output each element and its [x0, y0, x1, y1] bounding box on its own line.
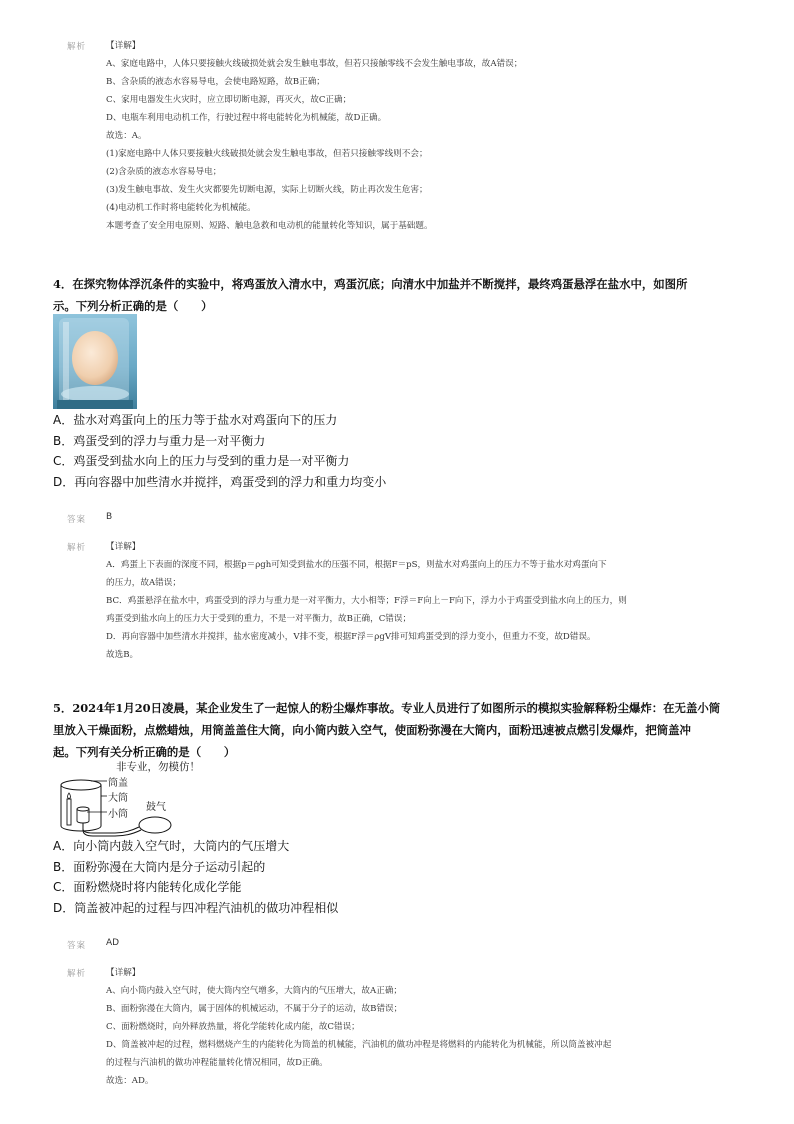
q5-analysis	[106, 964, 611, 1090]
label-blow-air: 鼓气	[146, 802, 166, 813]
diagram-warning: 非专业，勿模仿！	[116, 761, 200, 773]
analysis-line: C、面粉燃烧时，向外释放热量，将化学能转化成内能，故C错误；	[106, 1022, 360, 1032]
analysis-line: B、面粉弥漫在大筒内，属于固体的机械运动，不属于分子的运动，故B错误；	[106, 1004, 403, 1014]
label-big-cylinder: 大筒	[108, 793, 128, 804]
option-c[interactable]: C．面粉燃烧时将内能转化成化学能	[53, 880, 242, 894]
analysis-line: (4)电动机工作时将电能转化为机械能。	[106, 203, 256, 213]
analysis-line: B、含杂质的液态水容易导电，会使电路短路，故B正确；	[106, 77, 325, 87]
option-b[interactable]: B．鸡蛋受到的浮力与重力是一对平衡力	[53, 433, 266, 448]
question-stem-line: 5．2024年1月20日凌晨，某企业发生了一起惊人的粉尘爆炸事故。专业人员进行了如图所示的模拟实验解释粉尘爆炸：在无盖小筒	[53, 701, 721, 715]
analysis-line: 【详解】	[106, 968, 141, 978]
question-stem-line: 里放入干燥面粉，点燃蜡烛，用筒盖盖住大筒，向小筒内鼓入空气，使面粉弥漫在大筒内，面粉迅速被点燃引发爆炸，把筒盖冲	[53, 723, 691, 737]
label-small-cylinder: 小筒	[108, 809, 128, 820]
analysis-line: 【详解】	[106, 41, 141, 51]
q5-options	[53, 836, 338, 918]
analysis-line: 故选：AD。	[106, 1076, 154, 1086]
analysis-line: A．鸡蛋上下表面的深度不同，根据p＝ρgh可知受到盐水的压强不同，根据F＝pS，则盐水对鸡蛋向上的压力不等于盐水对鸡蛋向下	[106, 560, 607, 570]
question-stem-line: 起。下列有关分析正确的是（ ）	[53, 745, 236, 759]
option-d[interactable]: D．再向容器中加些清水并搅拌，鸡蛋受到的浮力和重力均变小	[53, 474, 387, 489]
egg-in-saltwater-photo	[53, 314, 137, 409]
dust-explosion-diagram	[53, 757, 213, 837]
answer-label: 答案	[67, 515, 87, 525]
q3-analysis	[106, 37, 522, 235]
analysis-line: C、家用电器发生火灾时，应立即切断电源，再灭火，故C正确；	[106, 95, 352, 105]
analysis-line: A、向小筒内鼓入空气时，使大筒内空气增多，大筒内的气压增大，故A正确；	[106, 986, 403, 996]
option-a[interactable]: A．盐水对鸡蛋向上的压力等于盐水对鸡蛋向下的压力	[53, 413, 338, 427]
question-stem-line: 4．在探究物体浮沉条件的实验中，将鸡蛋放入清水中，鸡蛋沉底；向清水中加盐并不断搅拌，最终鸡蛋悬浮在盐水中，如图所	[53, 277, 688, 291]
analysis-line: A、家庭电路中，人体只要接触火线破损处就会发生触电事故，但若只接触零线不会发生触电事故，故A错误；	[106, 59, 523, 69]
analysis-line: D、电瓶车利用电动机工作，行驶过程中将电能转化为机械能，故D正确。	[106, 113, 387, 123]
q4-answer: B	[106, 512, 113, 522]
q4-stem	[53, 273, 687, 317]
question-stem-line: 示。下列分析正确的是（ ）	[53, 299, 213, 313]
analysis-line: BC．鸡蛋悬浮在盐水中，鸡蛋受到的浮力与重力是一对平衡力，大小相等；F浮＝F向上－F向下，浮力小于鸡蛋受到盐水向上的压力，则	[106, 596, 627, 606]
analysis-line: 故选B。	[106, 650, 139, 660]
analysis-label: 解析	[67, 969, 87, 979]
analysis-line: D．再向容器中加些清水并搅拌，盐水密度减小，V排不变，根据F浮＝ρgV排可知鸡蛋受到的浮力变小，但重力不变，故D错误。	[106, 632, 596, 642]
analysis-label: 解析	[67, 42, 87, 52]
analysis-line: 本题考查了安全用电原则、短路、触电急救和电动机的能量转化等知识，属于基础题。	[106, 221, 433, 231]
analysis-line: 故选：A。	[106, 131, 147, 141]
analysis-line: 的压力，故A错误；	[106, 578, 181, 588]
q4-analysis	[106, 538, 627, 664]
q5-answer: AD	[106, 938, 120, 948]
option-c[interactable]: C．鸡蛋受到盐水向上的压力与受到的重力是一对平衡力	[53, 454, 350, 468]
analysis-line: (1)家庭电路中人体只要接触火线破损处就会发生触电事故，但若只接触零线则不会；	[106, 149, 428, 159]
analysis-line: D、筒盖被冲起的过程，燃料燃烧产生的内能转化为筒盖的机械能，汽油机的做功冲程是将燃料的内能转化为机械能，所以筒盖被冲起	[106, 1040, 612, 1050]
label-lid: 筒盖	[108, 778, 128, 789]
analysis-line: (3)发生触电事故、发生火灾都要先切断电源，实际上切断火线，防止再次发生危害；	[106, 185, 428, 195]
analysis-line: 的过程与汽油机的做功冲程能量转化情况相同，故D正确。	[106, 1058, 328, 1068]
option-a[interactable]: A．向小筒内鼓入空气时，大筒内的气压增大	[53, 839, 290, 853]
q5-stem	[53, 697, 720, 763]
q4-options	[53, 410, 386, 492]
analysis-label: 解析	[67, 543, 87, 553]
option-d[interactable]: D．筒盖被冲起的过程与四冲程汽油机的做功冲程相似	[53, 900, 339, 915]
option-b[interactable]: B．面粉弥漫在大筒内是分子运动引起的	[53, 859, 266, 874]
analysis-line: 【详解】	[106, 542, 141, 552]
analysis-line: 鸡蛋受到盐水向上的压力大于受到的重力，不是一对平衡力，故B正确，C错误；	[106, 614, 412, 624]
analysis-line: (2)含杂质的液态水容易导电；	[106, 167, 222, 177]
answer-label: 答案	[67, 941, 87, 951]
